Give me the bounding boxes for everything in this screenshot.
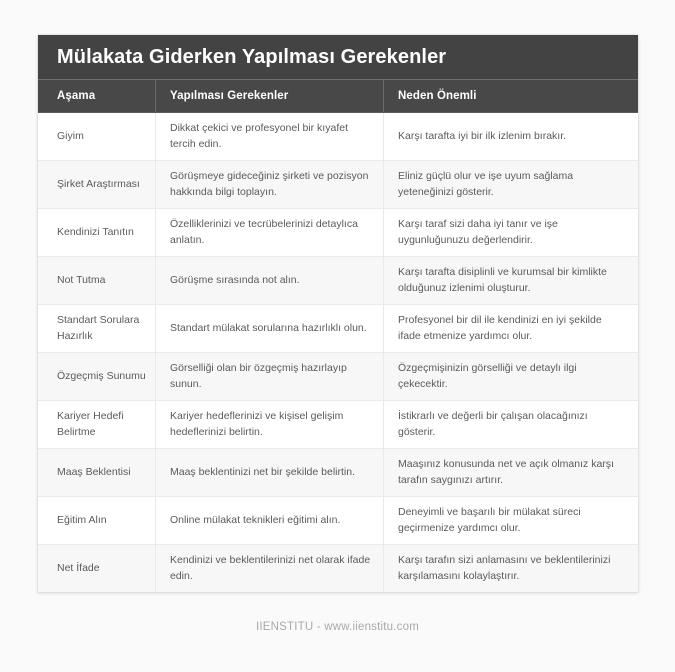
table-row [38, 113, 638, 161]
column-header-label: Aşama [57, 90, 96, 102]
cell-yapilmasi-gerekenler [155, 449, 383, 496]
table-row [38, 449, 638, 497]
cell-neden-onemli [383, 449, 638, 496]
cell-yapilmasi-gerekenler [155, 401, 383, 448]
table-row [38, 353, 638, 401]
cell-text: Eğitim Alın [57, 513, 107, 526]
column-header-asama [38, 80, 155, 112]
cell-text: Net İfade [57, 561, 100, 574]
cell-text: Özgeçmiş Sunumu [57, 369, 146, 382]
cell-asama [38, 401, 155, 448]
cell-text: Profesyonel bir dil ile kendinizi en iyi şekilde ifade etmenize yardımcı olur. [398, 313, 602, 342]
cell-neden-onemli [383, 113, 638, 160]
cell-neden-onemli [383, 209, 638, 256]
column-header-label: Neden Önemli [398, 90, 477, 102]
cell-text: Karşı tarafta disiplinli ve kurumsal bir kimlikte olduğunuz izlenimi oluşturur. [398, 265, 607, 294]
cell-neden-onemli [383, 257, 638, 304]
cell-text: Görüşme sırasında not alın. [170, 273, 300, 286]
cell-text: Şirket Araştırması [57, 177, 140, 190]
footer [0, 617, 675, 635]
cell-text: Maaşınız konusunda net ve açık olmanız karşı tarafın saygınızı artırır. [398, 457, 614, 486]
cell-text: Kendinizi ve beklentilerinizi net olarak ifade edin. [170, 553, 371, 582]
table-header-row [38, 80, 638, 113]
cell-yapilmasi-gerekenler [155, 353, 383, 400]
cell-text: İstikrarlı ve değerli bir çalışan olacağınızı gösterir. [398, 409, 588, 438]
cell-neden-onemli [383, 497, 638, 544]
cell-neden-onemli [383, 305, 638, 352]
cell-text: Görselliği olan bir özgeçmiş hazırlayıp sunun. [170, 361, 347, 390]
cell-yapilmasi-gerekenler [155, 257, 383, 304]
cell-text: Online mülakat teknikleri eğitimi alın. [170, 513, 341, 526]
table-row [38, 401, 638, 449]
cell-asama [38, 113, 155, 160]
cell-asama [38, 545, 155, 592]
column-header-yapilmasi-gerekenler [155, 80, 383, 112]
cell-text: Özgeçmişinizin görselliği ve detaylı ilgi çekecektir. [398, 361, 577, 390]
cell-neden-onemli [383, 545, 638, 592]
table-row [38, 497, 638, 545]
cell-neden-onemli [383, 161, 638, 208]
cell-text: Dikkat çekici ve profesyonel bir kıyafet tercih edin. [170, 121, 348, 150]
cell-asama [38, 305, 155, 352]
cell-text: Kendinizi Tanıtın [57, 225, 134, 238]
table-body [38, 113, 638, 592]
cell-text: Karşı taraf sizi daha iyi tanır ve işe uygunluğunuzu değerlendirir. [398, 217, 558, 246]
cell-text: Görüşmeye gideceğiniz şirketi ve pozisyon hakkında bilgi toplayın. [170, 169, 369, 198]
cell-asama [38, 497, 155, 544]
table-row [38, 305, 638, 353]
cell-text: Karşı tarafın sizi anlamasını ve beklentilerinizi karşılamasını kolaylaştırır. [398, 553, 611, 582]
cell-text: Deneyimli ve başarılı bir mülakat süreci geçirmenize yardımcı olur. [398, 505, 581, 534]
cell-asama [38, 353, 155, 400]
table-row [38, 545, 638, 592]
cell-yapilmasi-gerekenler [155, 209, 383, 256]
page-title: Mülakata Giderken Yapılması Gerekenler [57, 46, 447, 68]
table-title-bar [38, 35, 638, 80]
cell-asama [38, 449, 155, 496]
column-header-label: Yapılması Gerekenler [170, 90, 289, 102]
cell-neden-onemli [383, 353, 638, 400]
cell-text: Maaş Beklentisi [57, 465, 131, 478]
table-row [38, 209, 638, 257]
cell-asama [38, 257, 155, 304]
cell-yapilmasi-gerekenler [155, 545, 383, 592]
cell-text: Giyim [57, 129, 84, 142]
cell-text: Karşı tarafta iyi bir ilk izlenim bırakır. [398, 129, 567, 142]
cell-text: Standart mülakat sorularına hazırlıklı olun. [170, 321, 367, 334]
cell-neden-onemli [383, 401, 638, 448]
table-row [38, 257, 638, 305]
table-row [38, 161, 638, 209]
cell-text: Maaş beklentinizi net bir şekilde belirtin. [170, 465, 356, 478]
cell-yapilmasi-gerekenler [155, 497, 383, 544]
cell-yapilmasi-gerekenler [155, 305, 383, 352]
cell-text: Özelliklerinizi ve tecrübelerinizi detaylıca anlatın. [170, 217, 358, 246]
column-header-neden-onemli [383, 80, 638, 112]
cell-text: Kariyer Hedefi Belirtme [57, 409, 124, 438]
cell-text: Eliniz güçlü olur ve işe uyum sağlama yeteneğinizi gösterir. [398, 169, 574, 198]
footer-attribution: IIENSTITU - www.iienstitu.com [256, 621, 419, 633]
cell-asama [38, 209, 155, 256]
cell-yapilmasi-gerekenler [155, 113, 383, 160]
table-card [38, 35, 638, 592]
cell-text: Standart Sorulara Hazırlık [57, 313, 140, 342]
cell-yapilmasi-gerekenler [155, 161, 383, 208]
cell-text: Kariyer hedeflerinizi ve kişisel gelişim hedeflerinizi belirtin. [170, 409, 344, 438]
cell-text: Not Tutma [57, 273, 106, 286]
cell-asama [38, 161, 155, 208]
